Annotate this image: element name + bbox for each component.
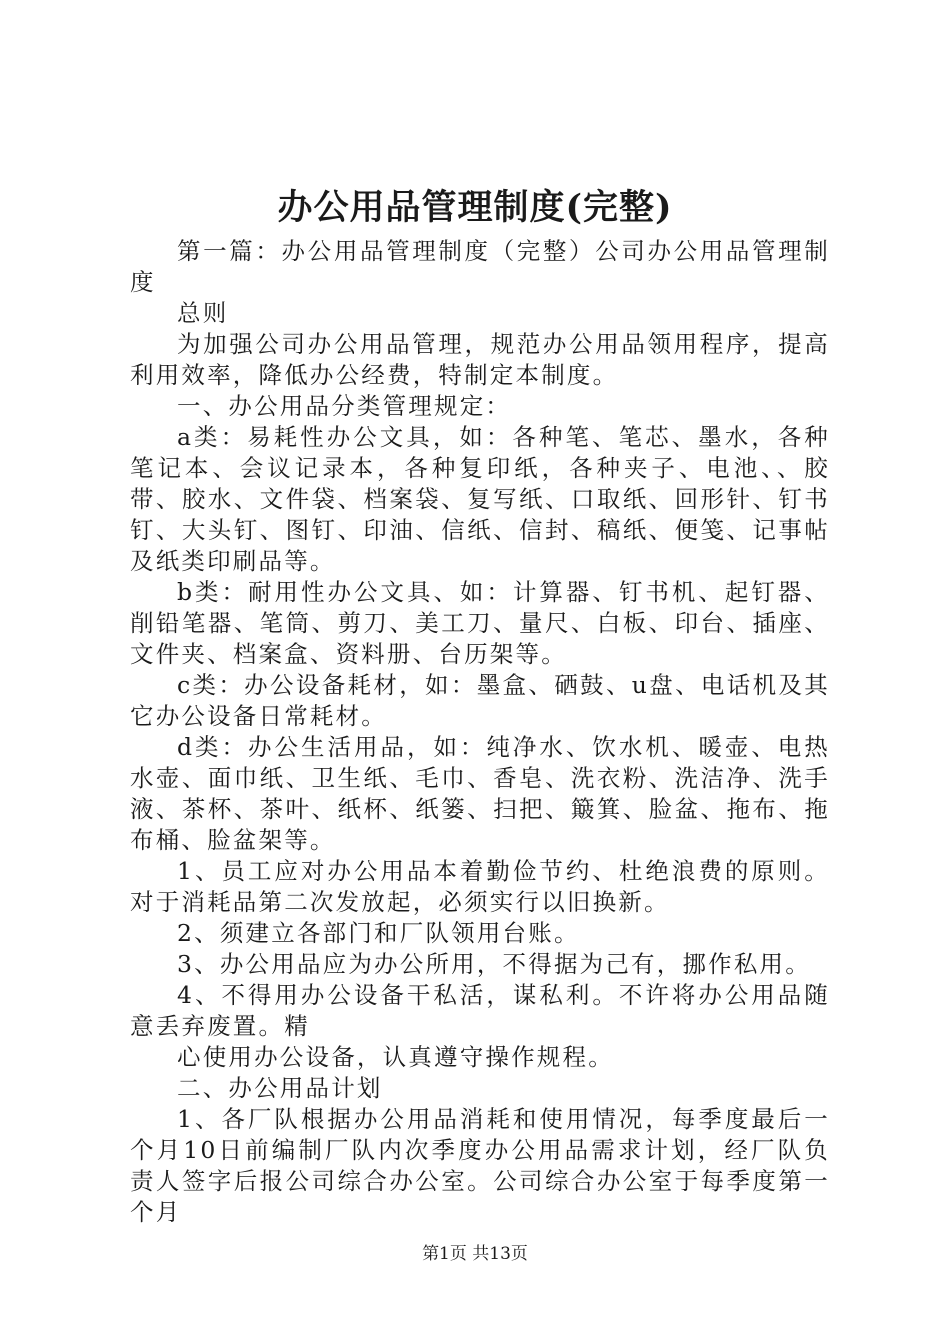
paragraph: 4、不得用办公设备干私活，谋私利。不许将办公用品随意丢弃废置。精 (130, 981, 830, 1040)
paragraph: 1、各厂队根据办公用品消耗和使用情况，每季度最后一个月10日前编制厂队内次季度办公用品需求计划，经厂队负责人签字后报公司综合办公室。公司综合办公室于每季度第一个月 (130, 1105, 830, 1226)
paragraph: 心使用办公设备，认真遵守操作规程。 (177, 1043, 614, 1071)
paragraph: d类：办公生活用品，如：纯净水、饮水机、暖壶、电热水壶、面巾纸、卫生纸、毛巾、香皂、洗衣粉、洗洁净、洗手液、茶杯、茶叶、纸杯、纸篓、扫把、簸箕、脸盆、拖布、拖布桶、脸盆架等。 (130, 733, 830, 854)
paragraph: 总则 (177, 299, 229, 327)
document-title: 办公用品管理制度(完整) (277, 187, 673, 228)
document-body (130, 236, 830, 1228)
paragraph: 为加强公司办公用品管理，规范办公用品领用程序，提高利用效率，降低办公经费，特制定本制度。 (130, 330, 830, 389)
paragraph: 2、须建立各部门和厂队领用台账。 (177, 919, 580, 947)
paragraph: 一、办公用品分类管理规定： (177, 392, 512, 420)
paragraph: 第一篇：办公用品管理制度（完整）公司办公用品管理制度 (130, 237, 830, 296)
paragraph: a类：易耗性办公文具，如：各种笔、笔芯、墨水，各种笔记本、会议记录本，各种复印纸，各种夹子、电池、、胶带、胶水、文件袋、档案袋、复写纸、口取纸、回形针、钉书钉、大头钉、图钉、印油、信纸、信封、稿纸、便笺、记事帖及纸类印刷品等。 (130, 423, 830, 575)
paragraph: 3、办公用品应为办公所用，不得据为己有，挪作私用。 (177, 950, 811, 978)
paragraph: 二、办公用品计划 (177, 1074, 383, 1102)
paragraph: c类：办公设备耗材，如：墨盒、硒鼓、u盘、电话机及其它办公设备日常耗材。 (130, 671, 830, 730)
paragraph: 1、员工应对办公用品本着勤俭节约、杜绝浪费的原则。对于消耗品第二次发放起，必须实行以旧换新。 (130, 857, 830, 916)
paragraph: b类：耐用性办公文具、如：计算器、钉书机、起钉器、削铅笔器、笔筒、剪刀、美工刀、量尺、白板、印台、插座、文件夹、档案盒、资料册、台历架等。 (130, 578, 830, 668)
page-number-footer: 第1页 共13页 (422, 1244, 528, 1264)
